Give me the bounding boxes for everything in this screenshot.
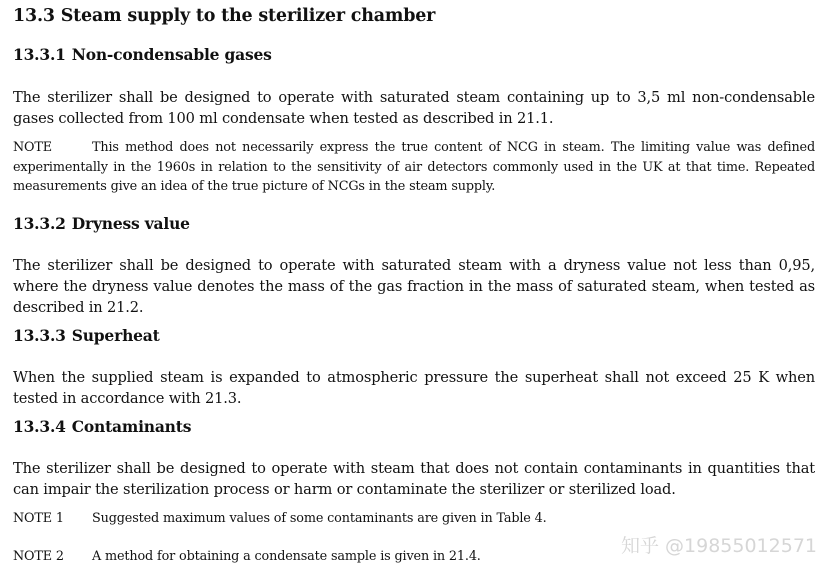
subsection-heading-13-3-1 bbox=[13, 45, 272, 64]
subsection-title: Contaminants bbox=[71, 417, 192, 436]
subsection-heading-13-3-2 bbox=[13, 214, 190, 233]
note-text: Suggested maximum values of some contaminants are given in Table 4. bbox=[92, 511, 547, 526]
note-text: This method does not necessarily express the true content of NCG in steam. The limiting value was defined experimentally in the 1960s in relation to the sensitivity of air detectors commonly used in the UK at that time. Repeated measurements give an idea of the true picture of NCGs in the steam supply. bbox=[13, 140, 815, 194]
watermark: 知乎 @19855012571 bbox=[620, 535, 817, 557]
note-2-contaminants bbox=[13, 549, 481, 564]
subsection-heading-13-3-4 bbox=[13, 417, 191, 436]
note-text: A method for obtaining a condensate sample is given in 21.4. bbox=[92, 549, 481, 564]
paragraph-dryness-value: The sterilizer shall be designed to operate with saturated steam with a dryness value not less than 0,95, where the dryness value denotes the mass of the gas fraction in the mass of saturated steam, when tested as described in 21.2. bbox=[13, 257, 815, 316]
paragraph-contaminants: The sterilizer shall be designed to operate with steam that does not contain contaminants in quantities that can impair the sterilization process or harm or contaminate the sterilizer or sterilized load. bbox=[13, 460, 815, 498]
paragraph-non-condensable-gases: The sterilizer shall be designed to operate with saturated steam containing up to 3,5 ml non-condensable gases collected from 100 ml condensate when tested as described in 21.1. bbox=[13, 89, 815, 127]
note-1-contaminants bbox=[13, 511, 547, 526]
subsection-number: 13.3.4 bbox=[13, 417, 66, 436]
note-label: NOTE 1 bbox=[13, 511, 64, 526]
subsection-title: Non-condensable gases bbox=[71, 45, 272, 64]
note-ncg bbox=[13, 138, 815, 197]
note-label: NOTE bbox=[13, 140, 52, 155]
subsection-number: 13.3.2 bbox=[13, 214, 66, 233]
subsection-title: Dryness value bbox=[71, 214, 190, 233]
paragraph-superheat: When the supplied steam is expanded to atmospheric pressure the superheat shall not exceed 25 K when tested in accordance with 21.3. bbox=[13, 369, 815, 407]
subsection-number: 13.3.3 bbox=[13, 326, 66, 345]
note-label: NOTE 2 bbox=[13, 549, 64, 564]
section-heading: 13.3 Steam supply to the sterilizer chamber bbox=[13, 6, 436, 26]
subsection-heading-13-3-3 bbox=[13, 326, 160, 345]
subsection-title: Superheat bbox=[71, 326, 160, 345]
subsection-number: 13.3.1 bbox=[13, 45, 66, 64]
